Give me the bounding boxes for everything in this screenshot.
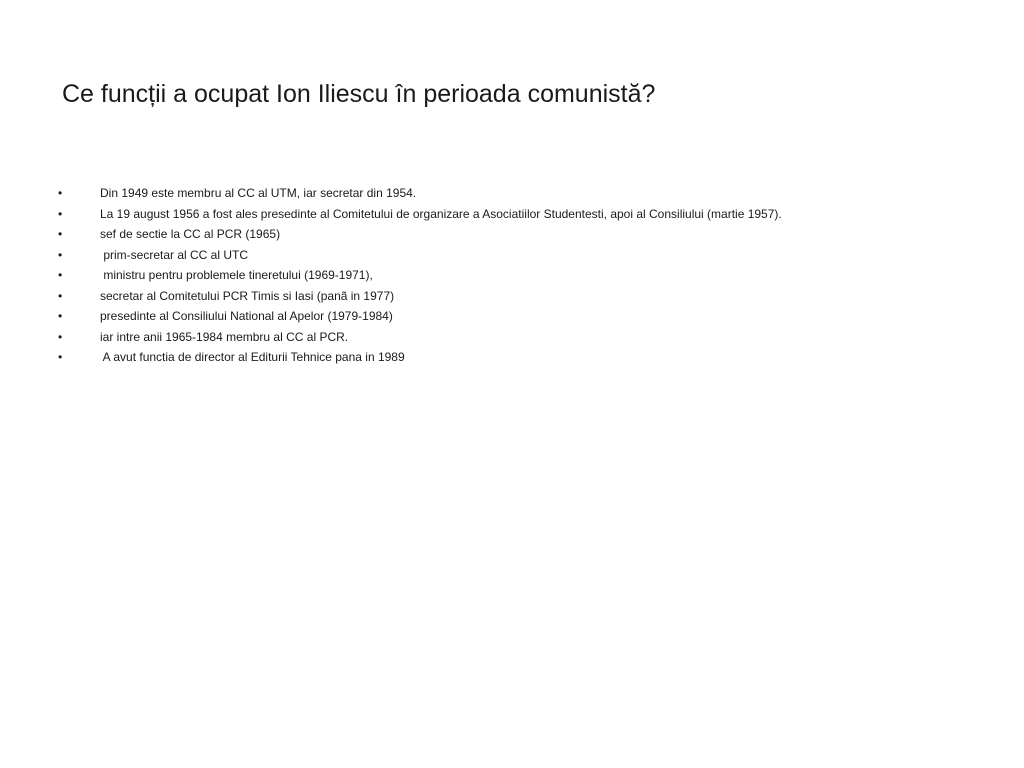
list-item [58,183,988,204]
bullet-icon: • [58,268,63,282]
list-item [58,327,988,348]
bullet-icon: • [58,206,63,221]
list-item [58,204,988,225]
bullet-text: prim-secretar al CC al UTC [100,247,249,262]
bullet-icon: • [58,309,63,323]
bullet-icon: • [58,227,63,241]
bullet-text: sef de sectie la CC al PCR (1965) [100,227,281,241]
bullet-text: Din 1949 este membru al CC al UTM, iar secretar din 1954. [100,186,417,200]
bullet-text: ministru pentru problemele tineretului (1969-1971), [100,268,373,282]
bullet-list [58,183,988,368]
bullet-icon: • [58,247,63,262]
bullet-text: iar intre anii 1965-1984 membru al CC al PCR. [100,329,349,344]
bullet-icon: • [58,186,63,200]
list-item [58,245,988,266]
bullet-icon: • [58,288,63,303]
bullet-text: presedinte al Consiliului National al Apelor (1979-1984) [100,309,393,323]
list-item [58,306,988,327]
slide-title: Ce funcții a ocupat Ion Iliescu în perioada comunistă? [62,80,656,108]
list-item [58,265,988,286]
list-item [58,347,988,368]
bullet-text: secretar al Comitetului PCR Timis si Iasi (panã in 1977) [100,288,395,303]
bullet-text: La 19 august 1956 a fost ales presedinte al Comitetului de organizare a Asociatiilor Studentesti, apoi al Consiliului (martie 1957). [100,206,782,221]
list-item [58,224,988,245]
list-item [58,286,988,307]
bullet-text: A avut functia de director al Editurii Tehnice pana in 1989 [100,350,405,364]
bullet-icon: • [58,350,63,364]
bullet-icon: • [58,329,63,344]
